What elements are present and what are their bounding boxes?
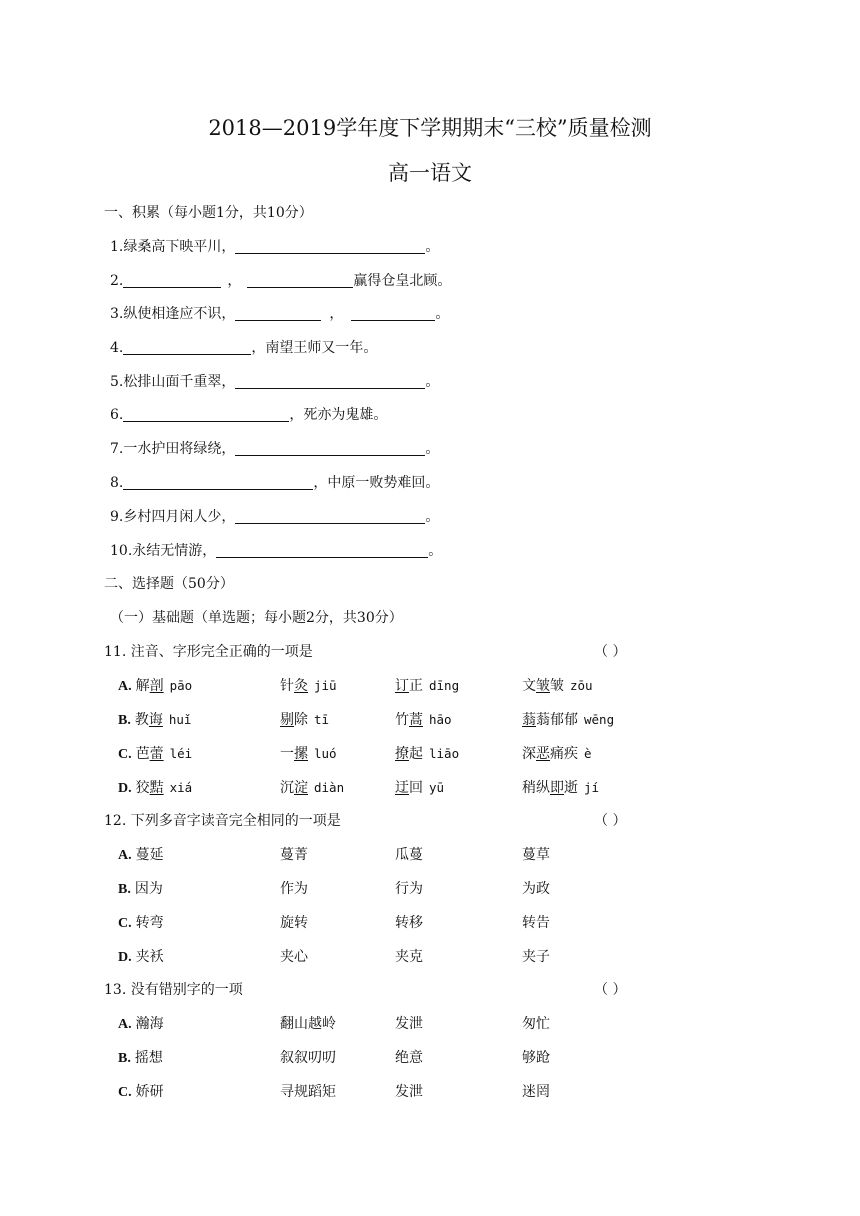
word-text: 行为	[395, 881, 423, 897]
fill-item-2	[110, 270, 451, 290]
option-word	[280, 844, 308, 864]
underlined-char: 摞	[294, 746, 308, 762]
item-number: 4.	[110, 340, 124, 356]
word-text: 匆忙	[522, 1016, 550, 1032]
item-number: 3.	[110, 306, 124, 322]
item-text: ，南望王师又一年。	[251, 340, 378, 356]
word-text: 够跄	[522, 1050, 550, 1066]
pinyin: jí	[584, 780, 600, 795]
option-word	[395, 1013, 423, 1033]
word-text: 瀚海	[135, 1016, 164, 1032]
option-word	[522, 709, 614, 729]
item-text: 。	[425, 239, 440, 255]
option-letter: C.	[118, 916, 132, 931]
option-letter: B.	[118, 882, 131, 897]
question-12-stem: 12. 下列多音字读音完全相同的一项是	[104, 813, 341, 829]
option-label[interactable]	[118, 878, 163, 898]
option-word	[395, 743, 459, 763]
word-text: 夹子	[522, 949, 550, 965]
answer-blank[interactable]	[123, 271, 221, 288]
option-word	[395, 675, 459, 695]
option-word	[395, 777, 444, 797]
word-text: 娇研	[135, 1084, 164, 1100]
item-text: ，死亦为鬼雄。	[289, 407, 388, 423]
question-13-stem: 13. 没有错别字的一项	[104, 982, 243, 998]
option-label[interactable]	[118, 1013, 164, 1033]
answer-paren[interactable]: （ ）	[594, 982, 627, 998]
option-word	[522, 1013, 550, 1033]
option-word	[522, 675, 593, 695]
word-text: 蔓延	[135, 847, 164, 863]
fill-item-6	[110, 404, 387, 424]
item-text: 松排山面千重翠，	[123, 374, 236, 390]
fill-item-4	[110, 337, 377, 357]
word-text: 稍纵	[522, 780, 550, 796]
underlined-char: 迂	[395, 780, 409, 796]
option-label[interactable]	[118, 675, 192, 695]
option-word	[522, 777, 599, 797]
option-label[interactable]	[118, 1047, 163, 1067]
word-text: 狡	[135, 780, 150, 796]
option-label[interactable]	[118, 844, 164, 864]
option-word	[395, 844, 423, 864]
item-text: 。	[428, 543, 443, 559]
option-word	[280, 777, 344, 797]
word-text: 作为	[280, 881, 308, 897]
option-word	[522, 743, 592, 763]
page-subtitle: 高一语文	[388, 161, 472, 185]
item-number: 6.	[110, 407, 124, 423]
item-text: ，	[329, 306, 344, 322]
item-text: ，中原一败势难回。	[313, 475, 440, 491]
option-word	[280, 1013, 336, 1033]
word-text: 蓊郁郁	[536, 712, 578, 728]
word-text: 夹袄	[135, 949, 164, 965]
underlined-char: 淀	[294, 780, 308, 796]
answer-paren[interactable]: （ ）	[594, 813, 627, 829]
option-label[interactable]	[118, 1081, 164, 1101]
section2-subheading: （一）基础题（单选题；每小题2分，共30分）	[110, 610, 403, 626]
word-text: 深	[522, 746, 536, 762]
fill-item-9	[110, 506, 439, 526]
item-text: 。	[425, 509, 440, 525]
fill-item-8	[110, 472, 439, 492]
option-label[interactable]	[118, 743, 192, 763]
underlined-char: 蓊	[522, 712, 536, 728]
option-letter: D.	[118, 950, 132, 965]
section1-heading: 一、积累（每小题1分，共10分）	[104, 205, 313, 221]
pinyin: jiū	[314, 678, 337, 693]
option-label[interactable]	[118, 709, 191, 729]
item-number: 10.	[110, 543, 133, 559]
word-text: 文	[522, 678, 536, 694]
answer-paren[interactable]: （ ）	[594, 644, 627, 660]
option-word	[395, 946, 423, 966]
word-text: 叙叙叨叨	[280, 1050, 336, 1066]
word-text: 除	[294, 712, 308, 728]
option-letter: A.	[118, 679, 132, 694]
item-number: 2.	[110, 273, 124, 289]
answer-blank[interactable]	[235, 439, 425, 456]
item-text: 。	[435, 306, 450, 322]
underlined-char: 剖	[149, 678, 164, 694]
option-word	[280, 743, 337, 763]
option-word	[280, 1081, 336, 1101]
underlined-char: 皱	[536, 678, 550, 694]
item-text: 乡村四月闲人少，	[123, 509, 236, 525]
answer-blank[interactable]	[123, 405, 289, 422]
pinyin: tī	[314, 712, 330, 727]
question-11-stem: 11. 注音、字形完全正确的一项是	[104, 644, 313, 660]
pinyin: zōu	[570, 678, 593, 693]
option-word	[395, 1047, 423, 1067]
word-text: 教	[134, 712, 149, 728]
word-text: 夹克	[395, 949, 423, 965]
item-number: 5.	[110, 374, 124, 390]
word-text: 因为	[134, 881, 163, 897]
fill-item-3	[110, 303, 449, 323]
underlined-char: 剔	[280, 712, 294, 728]
pinyin: dīng	[429, 678, 460, 693]
underlined-char: 诲	[148, 712, 163, 728]
fill-item-1	[110, 236, 439, 256]
pinyin: è	[584, 746, 592, 761]
word-text: 迷罔	[522, 1084, 550, 1100]
section2-heading: 二、选择题（50分）	[104, 576, 234, 592]
word-text: 沉	[280, 780, 294, 796]
option-label[interactable]	[118, 777, 192, 797]
item-number: 1.	[110, 239, 124, 255]
answer-blank[interactable]	[216, 541, 428, 558]
fill-item-7	[110, 438, 439, 458]
item-number: 8.	[110, 475, 124, 491]
item-number: 9.	[110, 509, 124, 525]
word-text: 蔓草	[522, 847, 550, 863]
item-text: 赢得仓皇北顾。	[353, 273, 452, 289]
answer-blank[interactable]	[235, 304, 321, 321]
option-letter: C.	[118, 747, 132, 762]
answer-blank[interactable]	[235, 372, 425, 389]
item-text: ，	[227, 273, 242, 289]
word-text: 转告	[522, 915, 550, 931]
word-text: 竹	[395, 712, 409, 728]
pinyin: léi	[169, 746, 193, 761]
word-text: 绝意	[395, 1050, 423, 1066]
option-word	[522, 844, 550, 864]
pinyin: pāo	[169, 678, 193, 693]
word-text: 皱	[550, 678, 564, 694]
underlined-char: 即	[550, 780, 564, 796]
item-text: 。	[425, 374, 440, 390]
underlined-char: 订	[395, 678, 409, 694]
option-letter: B.	[118, 1051, 131, 1066]
option-word	[522, 1081, 550, 1101]
underlined-char: 恶	[536, 746, 550, 762]
item-text: 。	[425, 441, 440, 457]
option-letter: A.	[118, 1017, 132, 1032]
word-text: 逝	[564, 780, 578, 796]
answer-blank[interactable]	[247, 271, 353, 288]
pinyin: luó	[314, 746, 337, 761]
pinyin: liāo	[429, 746, 460, 761]
pinyin: wēng	[584, 712, 615, 727]
pinyin: huǐ	[168, 712, 192, 727]
underlined-char: 撩	[395, 746, 409, 762]
word-text: 芭	[135, 746, 150, 762]
underlined-char: 蒿	[409, 712, 423, 728]
option-word	[280, 878, 308, 898]
item-number: 7.	[110, 441, 124, 457]
word-text: 回	[409, 780, 423, 796]
option-word	[280, 946, 308, 966]
option-word	[522, 946, 550, 966]
word-text: 针	[280, 678, 294, 694]
underlined-char: 灸	[294, 678, 308, 694]
pinyin: hāo	[429, 712, 452, 727]
answer-blank[interactable]	[123, 338, 251, 355]
pinyin: diàn	[314, 780, 345, 795]
option-letter: B.	[118, 713, 131, 728]
option-letter: A.	[118, 848, 132, 863]
option-letter: D.	[118, 781, 132, 796]
word-text: 夹心	[280, 949, 308, 965]
word-text: 旋转	[280, 915, 308, 931]
answer-blank[interactable]	[123, 473, 313, 490]
option-word	[395, 709, 452, 729]
underlined-char: 蕾	[149, 746, 164, 762]
item-text: 永结无情游，	[132, 543, 217, 559]
option-word	[280, 675, 337, 695]
option-letter: C.	[118, 1085, 132, 1100]
word-text: 转移	[395, 915, 423, 931]
answer-blank[interactable]	[235, 507, 425, 524]
pinyin: xiá	[169, 780, 193, 795]
option-label[interactable]	[118, 912, 164, 932]
option-word	[395, 912, 423, 932]
item-text: 纵使相逢应不识，	[123, 306, 236, 322]
option-word	[280, 709, 329, 729]
word-text: 一	[280, 746, 294, 762]
word-text: 发泄	[395, 1084, 423, 1100]
item-text: 一水护田将绿绕，	[123, 441, 236, 457]
option-word	[395, 1081, 423, 1101]
pinyin: yū	[429, 780, 445, 795]
item-text: 绿桑高下映平川，	[123, 239, 236, 255]
word-text: 翻山越岭	[280, 1016, 336, 1032]
word-text: 解	[135, 678, 150, 694]
page-title: 2018—2019学年度下学期期末“三校”质量检测	[208, 116, 652, 140]
option-word	[522, 912, 550, 932]
option-label[interactable]	[118, 946, 164, 966]
word-text: 寻规蹈矩	[280, 1084, 336, 1100]
fill-item-10	[110, 540, 442, 560]
option-word	[280, 912, 308, 932]
word-text: 起	[409, 746, 423, 762]
underlined-char: 黠	[149, 780, 164, 796]
word-text: 正	[409, 678, 423, 694]
word-text: 为政	[522, 881, 550, 897]
word-text: 发泄	[395, 1016, 423, 1032]
word-text: 摇想	[134, 1050, 163, 1066]
word-text: 转弯	[135, 915, 164, 931]
fill-item-5	[110, 371, 439, 391]
word-text: 瓜蔓	[395, 847, 423, 863]
option-word	[522, 1047, 550, 1067]
answer-blank[interactable]	[235, 237, 425, 254]
word-text: 蔓菁	[280, 847, 308, 863]
word-text: 痛疾	[550, 746, 578, 762]
option-word	[395, 878, 423, 898]
option-word	[280, 1047, 336, 1067]
option-word	[522, 878, 550, 898]
answer-blank[interactable]	[351, 304, 435, 321]
